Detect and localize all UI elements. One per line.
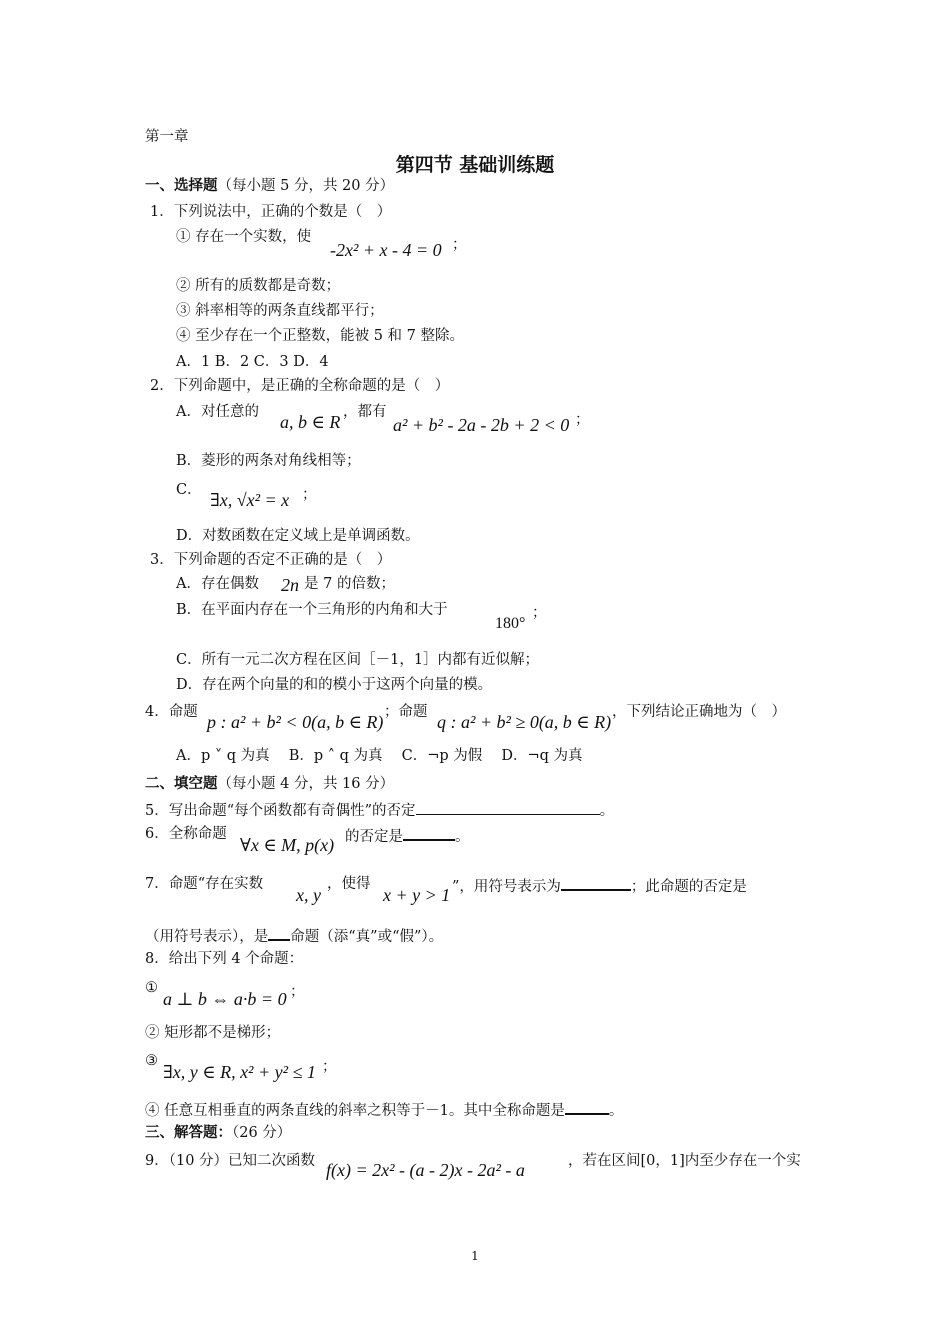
page-title: 第四节 基础训练题 bbox=[395, 154, 555, 176]
q9-math: f(x) = 2x² - (a - 2)x - 2a² - a bbox=[326, 1160, 525, 1180]
q2-stem: 2．下列命题中，是正确的全称命题的是（ ） bbox=[150, 378, 450, 394]
q2-option-a-mid: ，都有 bbox=[343, 404, 387, 420]
q3-option-b-text: B．在平面内存在一个三角形的内角和大于 bbox=[176, 602, 448, 618]
section-1-note: （每小题 5 分，共 20 分） bbox=[217, 178, 395, 194]
q4-lead: 4．命题 bbox=[145, 704, 198, 720]
q5-answer-blank[interactable] bbox=[416, 800, 600, 815]
q1-choices: A．1 B．2 C．3 D．4 bbox=[176, 354, 329, 370]
q4-q-math: q : a² + b² ≥ 0(a, b ∈ R) bbox=[437, 712, 612, 732]
q3-option-c: C．所有一元二次方程在区间［－1，1］内都有近似解； bbox=[176, 652, 540, 668]
page-number: 1 bbox=[471, 1249, 479, 1263]
q7-line-2b: 命题（添“真”或“假”）。 bbox=[290, 929, 444, 945]
q8-option-3-semicolon: ； bbox=[322, 1059, 337, 1075]
q2-option-a-math-1: a, b ∈ R bbox=[280, 412, 341, 432]
q7-lead: 7．命题“存在实数 bbox=[145, 876, 264, 892]
q1-stem: 1．下列说法中，正确的个数是（ ） bbox=[150, 204, 392, 220]
q8-end: 。 bbox=[608, 1103, 624, 1119]
q7-tail-line bbox=[452, 875, 747, 896]
q7-mid: ，使得 bbox=[327, 876, 371, 892]
q3-option-a-tail: 是 7 的倍数； bbox=[304, 576, 395, 592]
q7-math-1: x, y bbox=[296, 885, 321, 905]
q3-option-b-math: 180° bbox=[495, 615, 526, 632]
q9-tail: ，若在区间[0，1]内至少存在一个实 bbox=[568, 1153, 801, 1169]
q8-option-1-mark: ① bbox=[145, 980, 158, 996]
q2-option-a-math-2: a² + b² - 2a - 2b + 2 < 0 bbox=[393, 415, 570, 435]
q2-option-a-lead: A．对任意的 bbox=[176, 404, 259, 420]
q1-option-1-text: ① 存在一个实数，使 bbox=[176, 229, 312, 245]
section-1-heading: 一、选择题 bbox=[145, 177, 218, 194]
q6-end: 。 bbox=[455, 829, 470, 845]
section-3-heading: 三、解答题： bbox=[145, 1124, 232, 1141]
q7-tail-2: ；此命题的否定是 bbox=[630, 879, 747, 895]
q1-option-4: ④ 至少存在一个正整数，能被 5 和 7 整除。 bbox=[176, 328, 464, 344]
section-2-note: （每小题 4 分，共 16 分） bbox=[217, 776, 395, 792]
section-2-heading: 二、填空题 bbox=[145, 775, 218, 792]
q1-option-3: ③ 斜率相等的两条直线都平行； bbox=[176, 303, 384, 319]
q6-math: ∀x ∈ M, p(x) bbox=[240, 835, 335, 855]
q8-option-1-math: a ⊥ b ⇔ a·b = 0 bbox=[163, 989, 287, 1009]
q9-lead: 9．（10 分）已知二次函数 bbox=[145, 1153, 316, 1169]
q5-end: 。 bbox=[599, 803, 615, 819]
chapter-label: 第一章 bbox=[145, 129, 189, 145]
q1-option-1-semicolon: ； bbox=[452, 237, 467, 253]
q7-line-2a: （用符号表示），是 bbox=[145, 929, 269, 945]
q3-option-a-math: 2n bbox=[281, 575, 299, 595]
q5-line bbox=[145, 800, 614, 820]
q5-text: 5．写出命题“每个函数都有奇偶性”的否定 bbox=[145, 803, 416, 819]
section-2-header bbox=[145, 775, 394, 793]
q4-choices: A．p ˅ q 为真 B．p ˄ q 为真 C．¬p 为假 D．¬q 为真 bbox=[176, 748, 583, 764]
q6-tail: 的否定是 bbox=[345, 829, 403, 845]
q8-option-2: ② 矩形都不是梯形； bbox=[145, 1025, 281, 1041]
q4-mid: ；命题 bbox=[384, 704, 428, 720]
q2-option-b: B．菱形的两条对角线相等； bbox=[176, 453, 361, 469]
q3-option-d: D．存在两个向量的和的模小于这两个向量的模。 bbox=[176, 677, 493, 693]
section-1-header bbox=[145, 177, 394, 195]
q2-option-a-semicolon: ； bbox=[575, 412, 590, 428]
q2-option-c-lead: C． bbox=[176, 482, 202, 498]
q2-option-c-semicolon: ； bbox=[302, 487, 317, 503]
q8-option-3-math: ∃x, y ∈ R, x² + y² ≤ 1 bbox=[163, 1062, 316, 1082]
q8-answer-blank[interactable] bbox=[565, 1099, 609, 1115]
q8-option-4-line bbox=[145, 1099, 623, 1120]
section-3-note: （26 分） bbox=[232, 1125, 292, 1141]
q8-option-4: ④ 任意互相垂直的两条直线的斜率之积等于－1。其中全称命题是 bbox=[145, 1103, 565, 1119]
q1-option-1-math: -2x² + x - 4 = 0 bbox=[330, 240, 442, 260]
q2-option-d: D．对数函数在定义域上是单调函数。 bbox=[176, 528, 420, 544]
q8-stem: 8．给出下列 4 个命题： bbox=[145, 951, 304, 967]
q1-option-2: ② 所有的质数都是奇数； bbox=[176, 278, 341, 294]
section-3-header bbox=[145, 1124, 291, 1142]
q3-stem: 3．下列命题的否定不正确的是（ ） bbox=[150, 552, 392, 568]
q4-tail: ，下列结论正确地为（ ） bbox=[612, 704, 786, 720]
q7-truth-blank[interactable] bbox=[268, 925, 290, 941]
q8-option-1-semicolon: ； bbox=[290, 984, 305, 1000]
q6-tail-line bbox=[345, 825, 470, 846]
q6-answer-blank[interactable] bbox=[403, 825, 455, 841]
q6-lead: 6．全称命题 bbox=[145, 826, 227, 842]
q8-option-3-mark: ③ bbox=[145, 1053, 158, 1069]
q4-p-math: p : a² + b² < 0(a, b ∈ R) bbox=[207, 712, 384, 732]
q3-option-a-lead: A．存在偶数 bbox=[176, 576, 259, 592]
q7-math-2: x + y > 1 bbox=[383, 885, 451, 905]
q2-option-c-math: ∃x, √x² = x bbox=[210, 490, 290, 510]
q7-line-2 bbox=[145, 925, 443, 946]
q7-tail: ”，用符号表示为 bbox=[452, 879, 561, 895]
q3-option-b-semicolon: ； bbox=[532, 605, 547, 621]
q7-symbol-blank[interactable] bbox=[561, 875, 631, 891]
